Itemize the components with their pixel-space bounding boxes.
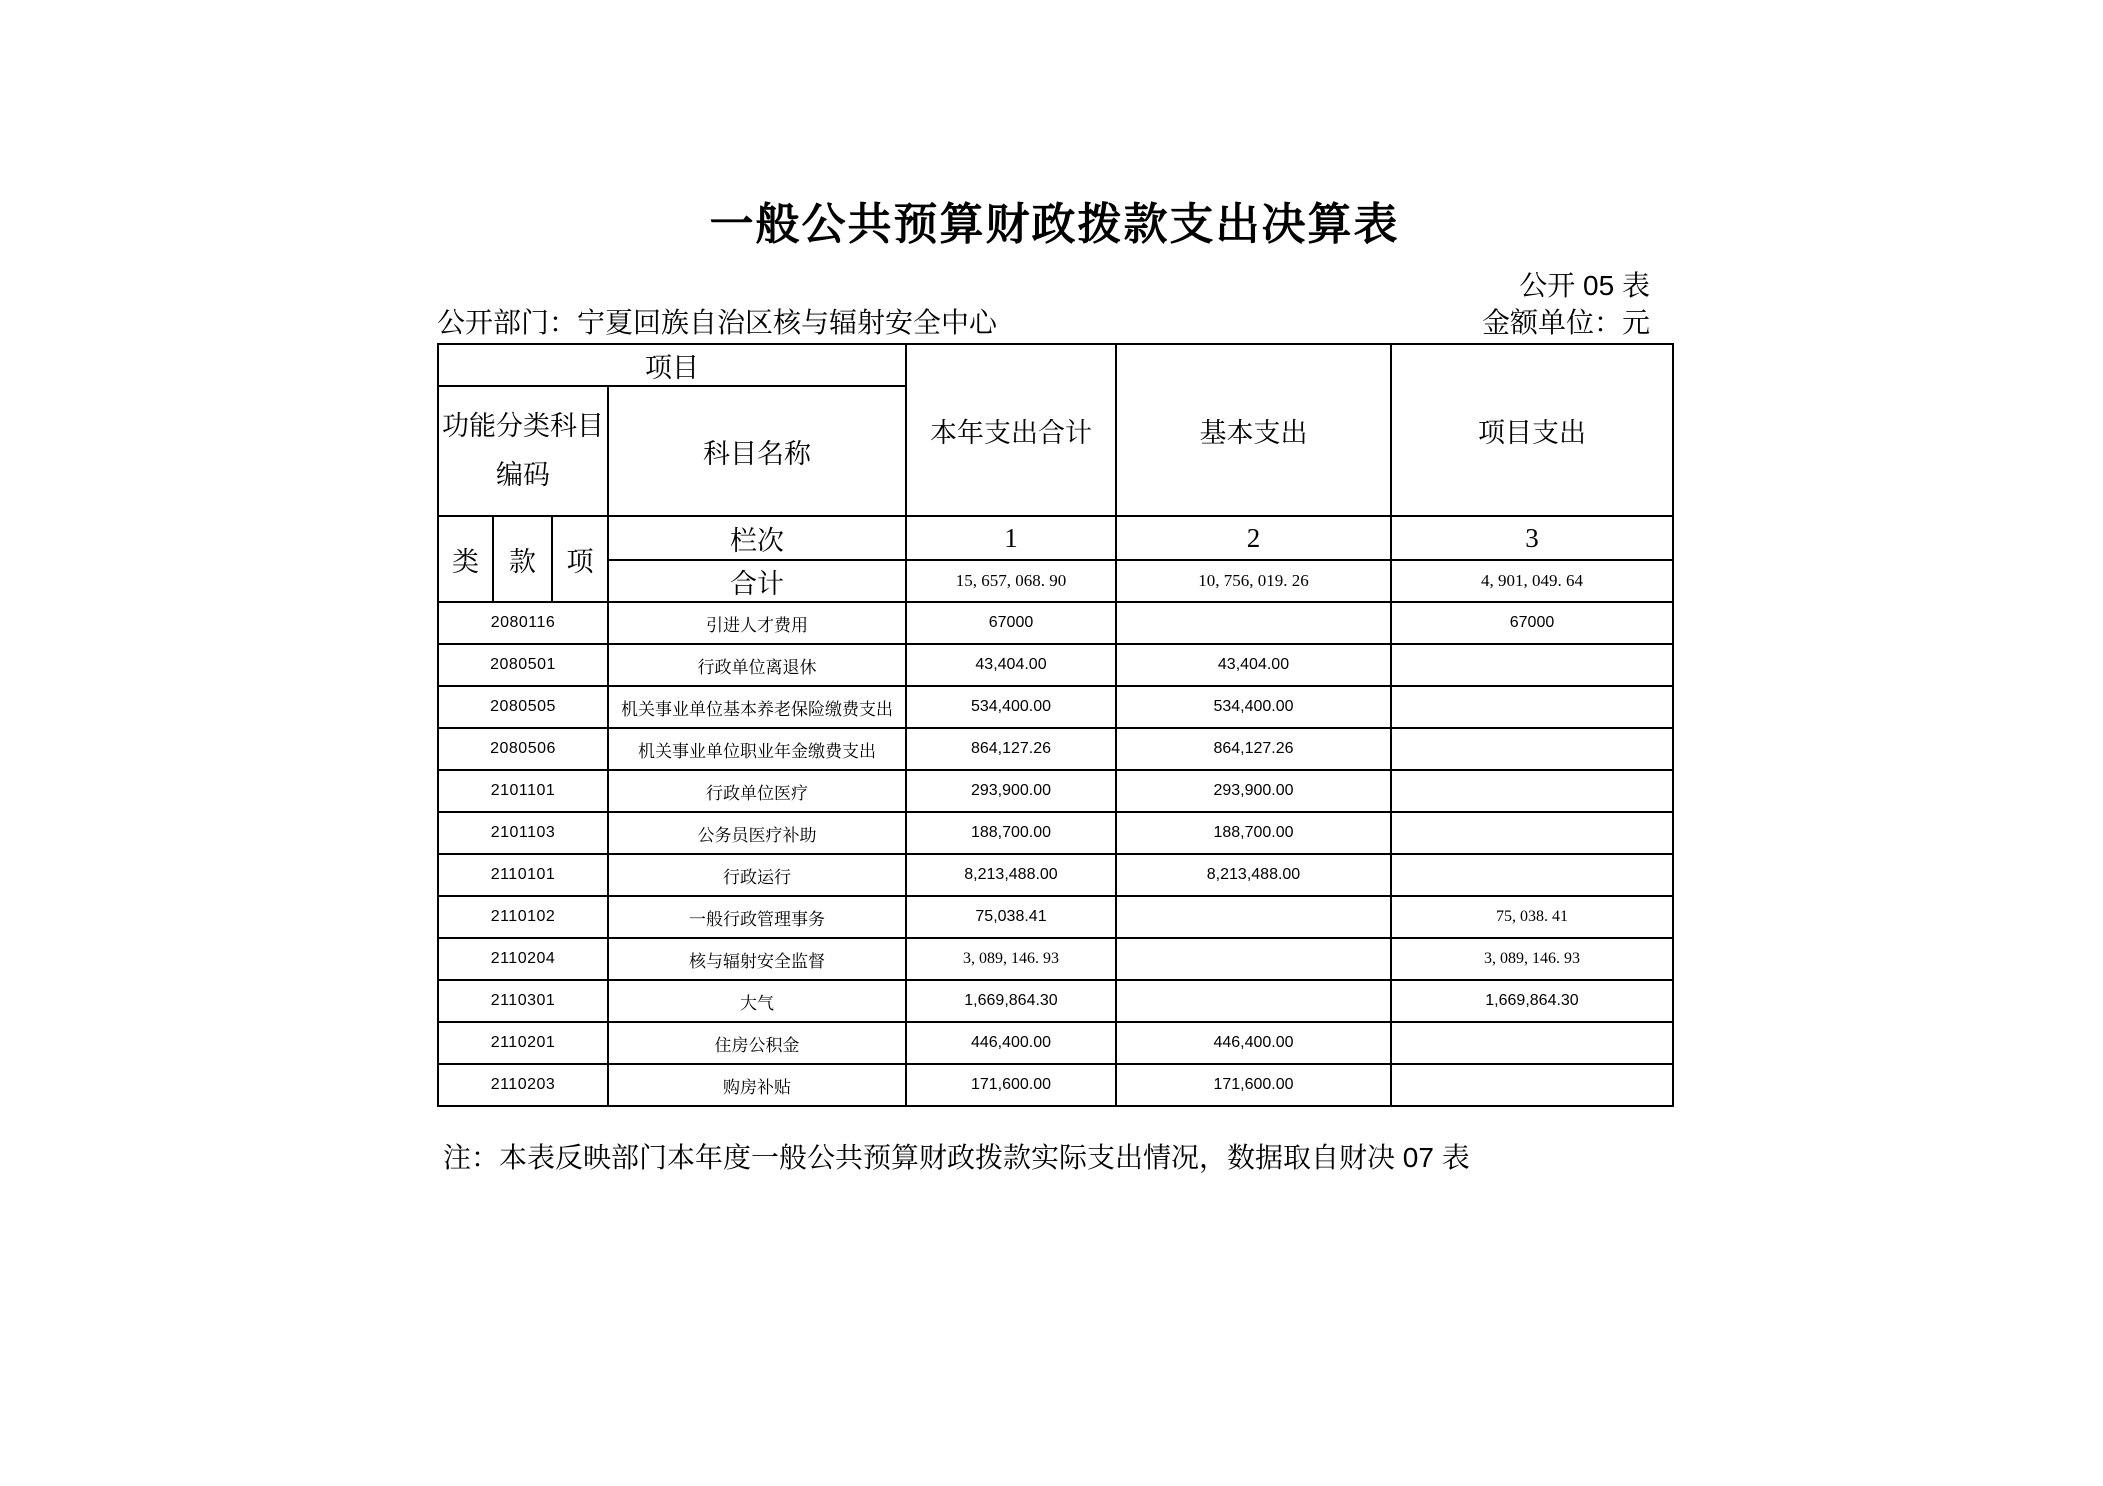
basic-value-cell: 171,600.00 — [1116, 1064, 1391, 1106]
code-cell: 2080116 — [438, 602, 608, 644]
code-cell: 2080506 — [438, 728, 608, 770]
project-value-cell — [1391, 1022, 1673, 1064]
code-cell: 2110101 — [438, 854, 608, 896]
subject-name-cell: 引进人才费用 — [608, 602, 906, 644]
code-cell: 2101103 — [438, 812, 608, 854]
table-row — [438, 1022, 1673, 1064]
lanci-label-cell: 栏次 — [608, 516, 906, 560]
table-row — [438, 980, 1673, 1022]
code-cell: 2110201 — [438, 1022, 608, 1064]
meta-line — [437, 301, 1650, 341]
total-project-cell: 4, 901, 049. 64 — [1391, 560, 1673, 602]
total-sum-cell: 15, 657, 068. 90 — [906, 560, 1116, 602]
code-cell: 2110203 — [438, 1064, 608, 1106]
footnote: 注：本表反映部门本年度一般公共预算财政拨款实际支出情况，数据取自财决 07 表 — [443, 1142, 1470, 1173]
col-header-basic: 基本支出 — [1116, 344, 1391, 516]
unit-label: 金额单位：元 — [1481, 307, 1650, 338]
table-row — [438, 812, 1673, 854]
column-number-3: 3 — [1391, 516, 1673, 560]
basic-value-cell: 43,404.00 — [1116, 644, 1391, 686]
basic-value-cell — [1116, 602, 1391, 644]
project-value-cell: 67000 — [1391, 602, 1673, 644]
total-value-cell: 8,213,488.00 — [906, 854, 1116, 896]
table-row — [438, 1064, 1673, 1106]
col-header-total: 本年支出合计 — [906, 344, 1116, 516]
subject-name-cell: 大气 — [608, 980, 906, 1022]
page-title: 一般公共预算财政拨款支出决算表 — [709, 200, 1400, 249]
subject-name-cell: 购房补贴 — [608, 1064, 906, 1106]
basic-value-cell: 293,900.00 — [1116, 770, 1391, 812]
subject-name-cell: 住房公积金 — [608, 1022, 906, 1064]
code-cell: 2101101 — [438, 770, 608, 812]
subject-name-cell: 机关事业单位职业年金缴费支出 — [608, 728, 906, 770]
code-cell: 2080505 — [438, 686, 608, 728]
code-cell: 2110102 — [438, 896, 608, 938]
basic-value-cell: 534,400.00 — [1116, 686, 1391, 728]
total-basic-cell: 10, 756, 019. 26 — [1116, 560, 1391, 602]
basic-value-cell — [1116, 980, 1391, 1022]
code-cell: 2110301 — [438, 980, 608, 1022]
total-value-cell: 1,669,864.30 — [906, 980, 1116, 1022]
table-row — [438, 938, 1673, 980]
total-value-cell: 864,127.26 — [906, 728, 1116, 770]
code-cell: 2080501 — [438, 644, 608, 686]
project-value-cell: 1,669,864.30 — [1391, 980, 1673, 1022]
total-row — [438, 560, 1673, 602]
table-head-section — [438, 344, 1673, 602]
basic-value-cell: 864,127.26 — [1116, 728, 1391, 770]
subject-name-header-cell: 科目名称 — [608, 386, 906, 516]
subject-name-cell: 核与辐射安全监督 — [608, 938, 906, 980]
code-cell: 2110204 — [438, 938, 608, 980]
sub-header-xiang: 项 — [552, 516, 608, 602]
total-value-cell: 188,700.00 — [906, 812, 1116, 854]
project-value-cell — [1391, 644, 1673, 686]
table-row — [438, 896, 1673, 938]
col-header-project-exp: 项目支出 — [1391, 344, 1673, 516]
project-value-cell: 3, 089, 146. 93 — [1391, 938, 1673, 980]
subject-name-cell: 一般行政管理事务 — [608, 896, 906, 938]
project-value-cell — [1391, 686, 1673, 728]
table-body — [438, 602, 1673, 1106]
sub-header-lei: 类 — [438, 516, 493, 602]
project-value-cell — [1391, 728, 1673, 770]
subject-name-cell: 行政运行 — [608, 854, 906, 896]
subject-name-cell: 行政单位离退休 — [608, 644, 906, 686]
project-value-cell — [1391, 1064, 1673, 1106]
basic-value-cell — [1116, 896, 1391, 938]
total-value-cell: 67000 — [906, 602, 1116, 644]
total-value-cell: 171,600.00 — [906, 1064, 1116, 1106]
header-row-lanci — [438, 516, 1673, 560]
subject-name-cell: 公务员医疗补助 — [608, 812, 906, 854]
func-code-header-cell: 功能分类科目编码 — [438, 386, 608, 516]
table-row — [438, 644, 1673, 686]
department-label: 公开部门：宁夏回族自治区核与辐射安全中心 — [437, 307, 998, 338]
total-value-cell: 293,900.00 — [906, 770, 1116, 812]
project-value-cell — [1391, 854, 1673, 896]
basic-value-cell: 188,700.00 — [1116, 812, 1391, 854]
column-number-2: 2 — [1116, 516, 1391, 560]
column-number-1: 1 — [906, 516, 1116, 560]
table-row — [438, 728, 1673, 770]
total-value-cell: 446,400.00 — [906, 1022, 1116, 1064]
project-value-cell — [1391, 812, 1673, 854]
subject-name-cell: 机关事业单位基本养老保险缴费支出 — [608, 686, 906, 728]
basic-value-cell: 446,400.00 — [1116, 1022, 1391, 1064]
basic-value-cell: 8,213,488.00 — [1116, 854, 1391, 896]
table-row — [438, 770, 1673, 812]
total-value-cell: 534,400.00 — [906, 686, 1116, 728]
total-value-cell: 43,404.00 — [906, 644, 1116, 686]
table-row — [438, 854, 1673, 896]
budget-table — [437, 343, 1674, 1107]
sub-header-kuan: 款 — [493, 516, 552, 602]
project-value-cell — [1391, 770, 1673, 812]
project-value-cell: 75, 038. 41 — [1391, 896, 1673, 938]
total-value-cell: 3, 089, 146. 93 — [906, 938, 1116, 980]
table-row — [438, 686, 1673, 728]
project-header-cell: 项目 — [438, 344, 906, 386]
table-row — [438, 602, 1673, 644]
subject-name-cell: 行政单位医疗 — [608, 770, 906, 812]
total-label-cell: 合计 — [608, 560, 906, 602]
header-row-project — [438, 344, 1673, 386]
total-value-cell: 75,038.41 — [906, 896, 1116, 938]
table-number: 公开 05 表 — [1519, 270, 1650, 301]
basic-value-cell — [1116, 938, 1391, 980]
